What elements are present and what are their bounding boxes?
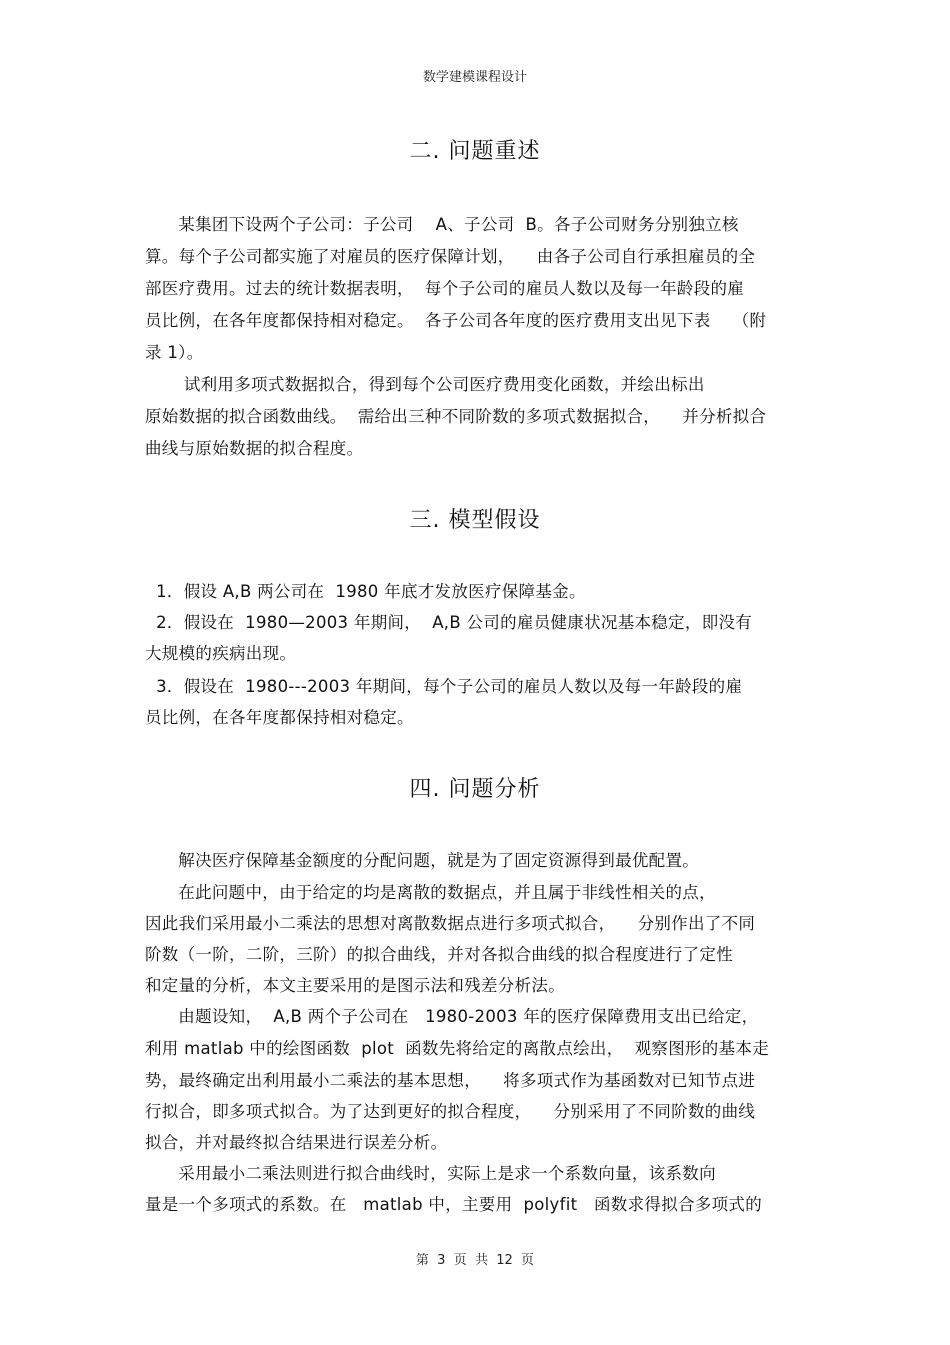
paragraph-line: 录 1）。	[145, 343, 204, 362]
paragraph-line: 行拟合，即多项式拟合。为了达到更好的拟合程度， 分别采用了不同阶数的曲线	[145, 1102, 756, 1121]
paragraph-line: 和定量的分析，本文主要采用的是图示法和残差分析法。	[145, 976, 565, 995]
paragraph-line: 员比例，在各年度都保持相对稳定。	[145, 708, 414, 727]
paragraph-line: 在此问题中，由于给定的均是离散的数据点，并且属于非线性相关的点，	[145, 883, 716, 902]
paragraph-line: 因此我们采用最小二乘法的思想对离散数据点进行多项式拟合， 分别作出了不同	[145, 914, 756, 933]
paragraph-line: 采用最小二乘法则进行拟合曲线时，实际上是求一个系数向量，该系数向	[145, 1164, 716, 1183]
section-title-problem-restatement: 二. 问题重述	[409, 139, 541, 164]
paragraph-line: 试利用多项式数据拟合，得到每个公司医疗费用变化函数，并绘出标出	[145, 375, 705, 394]
paragraph-line: 部医疗费用。过去的统计数据表明， 每个子公司的雇员人数以及每一年龄段的雇	[145, 279, 745, 298]
paragraph-line: 算。每个子公司都实施了对雇员的医疗保障计划， 由各子公司自行承担雇员的全	[145, 247, 756, 266]
paragraph-line: 某集团下设两个子公司：子公司 A、子公司 B。各子公司财务分别独立核	[145, 215, 739, 234]
paragraph-line: 解决医疗保障基金额度的分配问题，就是为了固定资源得到最优配置。	[145, 851, 700, 870]
section-title-model-assumptions: 三. 模型假设	[409, 508, 541, 533]
paragraph-line: 阶数（一阶，二阶，三阶）的拟合曲线，并对各拟合曲线的拟合程度进行了定性	[145, 945, 733, 964]
paragraph-line: 曲线与原始数据的拟合程度。	[145, 439, 364, 458]
paragraph-line: 量是一个多项式的系数。在 matlab 中，主要用 polyfit 函数求得拟合多项式的	[145, 1195, 763, 1214]
paragraph-line: 大规模的疾病出现。	[145, 644, 297, 663]
paragraph-line: 势，最终确定出利用最小二乘法的基本思想， 将多项式作为基函数对已知节点进	[145, 1071, 756, 1090]
list-item: 1．假设 A,B 两公司在 1980 年底才发放医疗保障基金。	[145, 582, 586, 601]
list-item: 2．假设在 1980—2003 年期间， A,B 公司的雇员健康状况基本稳定，即没有	[145, 613, 753, 632]
list-item: 3．假设在 1980---2003 年期间，每个子公司的雇员人数以及每一年龄段的雇	[145, 677, 743, 696]
page-number: 第 3 页 共 12 页	[415, 1253, 535, 1268]
paragraph-line: 利用 matlab 中的绘图函数 plot 函数先将给定的离散点绘出， 观察图形的基本走	[145, 1039, 770, 1058]
section-title-problem-analysis: 四. 问题分析	[409, 777, 541, 802]
running-header: 数学建模课程设计	[422, 70, 527, 85]
paragraph-line: 原始数据的拟合函数曲线。 需给出三种不同阶数的多项式数据拟合， 并分析拟合	[145, 407, 767, 426]
paragraph-line: 员比例，在各年度都保持相对稳定。 各子公司各年度的医疗费用支出见下表 （附	[145, 311, 767, 330]
paragraph-line: 由题设知， A,B 两个子公司在 1980-2003 年的医疗保障费用支出已给定，	[145, 1007, 759, 1026]
paragraph-line: 拟合，并对最终拟合结果进行误差分析。	[145, 1133, 448, 1152]
